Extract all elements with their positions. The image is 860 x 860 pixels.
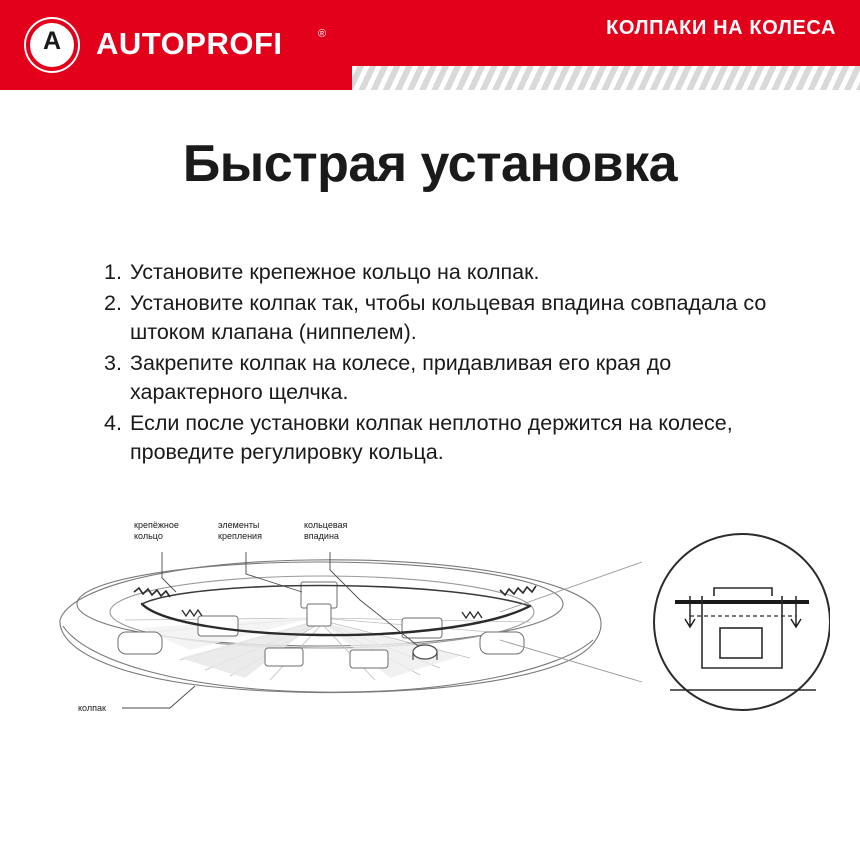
callout-fasteners-line1: элементы: [218, 520, 260, 530]
callout-cap: колпак: [78, 703, 106, 713]
logo-letter: A: [26, 19, 78, 71]
header-stripe-pattern: [352, 66, 860, 90]
list-item: [104, 289, 804, 347]
callout-groove-line1: кольцевая: [304, 520, 348, 530]
list-item-number: 1.: [104, 260, 122, 284]
callout-fasteners-line2: крепления: [218, 531, 262, 541]
registered-mark: ®: [318, 28, 327, 40]
list-item-number: 3.: [104, 351, 122, 375]
page-header: [0, 0, 860, 90]
logo-wordmark: AUTOPROFI: [96, 26, 283, 61]
logo-icon: [24, 17, 80, 73]
list-item: [104, 409, 804, 467]
installation-diagram: [30, 500, 830, 740]
page-title: Быстрая установка: [182, 135, 678, 193]
callout-groove-line2: впадина: [304, 531, 339, 541]
header-tagline: КОЛПАКИ НА КОЛЕСА: [606, 17, 836, 39]
instruction-list: [104, 258, 804, 469]
callout-ring-line1: крепёжное: [134, 520, 179, 530]
list-item-number: 2.: [104, 291, 122, 315]
list-item-label: Если после установки колпак неплотно держится на колесе, проведите регулировку кольца.: [130, 411, 733, 464]
list-item-number: 4.: [104, 411, 122, 435]
list-item-label: Установите колпак так, чтобы кольцевая впадина совпадала со штоком клапана (ниппелем).: [130, 291, 767, 344]
list-item: [104, 258, 804, 287]
list-item-label: Закрепите колпак на колесе, придавливая его края до характерного щелчка.: [130, 351, 672, 404]
list-item: [104, 349, 804, 407]
callout-ring-line2: кольцо: [134, 531, 163, 541]
detail-zoom-view: [654, 534, 830, 710]
list-item-label: Установите крепежное кольцо на колпак.: [130, 260, 540, 284]
